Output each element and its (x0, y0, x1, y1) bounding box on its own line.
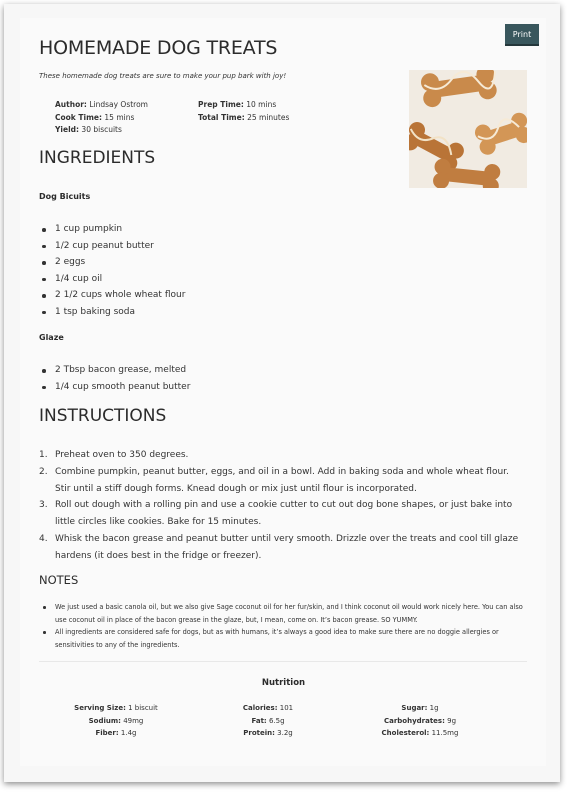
print-button[interactable]: Print (505, 24, 539, 46)
ingredient-group-label: Glaze (39, 333, 64, 342)
nutrition-fat: Fat: 6.5g (251, 716, 285, 725)
prep-time-line: Prep Time: 10 mins (198, 100, 277, 109)
ingredient-item: 1 tsp baking soda (39, 304, 185, 321)
note-item: All ingredients are considered safe for dogs, but as with humans, it’s always a good idea to make sure there are no doggie allergies or sensitivities to any of the ingredients. (39, 626, 525, 651)
nutrition-sodium: Sodium: 49mg (88, 716, 144, 725)
ingredient-item: 2 Tbsp bacon grease, melted (39, 362, 190, 379)
total-time-line: Total Time: 25 minutes (198, 112, 290, 122)
recipe-photo (409, 70, 527, 188)
notes-heading: NOTES (39, 573, 79, 587)
nutrition-column-2 (193, 702, 343, 740)
ingredient-list-biscuits (39, 221, 185, 320)
note-item: We just used a basic canola oil, but we also give Sage coconut oil for her fur/skin, and I think coconut oil would work nicely here. You can also use coconut oil in place of the bacon grease in the glaze, but, I mean, come on. It’s bacon grease. SO YUMMY. (39, 601, 525, 626)
instruction-step: 4. Whisk the bacon grease and peanut butter until very smooth. Drizzle over the treats and cool till glaze hardens (it does best in the fridge or freezer). (39, 533, 519, 561)
nutrition-column-3 (345, 702, 495, 740)
nutrition-fiber: Fiber: 1.4g (95, 729, 137, 737)
author-line: Author: Lindsay Ostrom (55, 100, 148, 109)
ingredient-item: 2 1/2 cups whole wheat flour (39, 287, 185, 304)
nutrition-calories: Calories: 101 (242, 704, 294, 712)
nutrition-cholesterol: Cholesterol: 11.5mg (381, 729, 459, 737)
prep-time: 10 mins (246, 100, 277, 109)
recipe-title: HOMEMADE DOG TREATS (39, 37, 278, 59)
yield-value: 30 biscuits (81, 125, 122, 134)
yield-line: Yield: 30 biscuits (55, 125, 122, 134)
author-name: Lindsay Ostrom (89, 100, 148, 109)
instruction-step: 1. Preheat oven to 350 degrees. (39, 450, 189, 460)
recipe-meta-right (198, 99, 289, 124)
notes-list (39, 601, 525, 651)
ingredient-item: 1/2 cup peanut butter (39, 238, 185, 255)
nutrition-serving-size: Serving Size: 1 biscuit (74, 704, 158, 712)
nutrition-protein: Protein: 3.2g (243, 729, 293, 737)
instructions-heading: INSTRUCTIONS (39, 406, 167, 426)
ingredients-heading: INGREDIENTS (39, 148, 156, 168)
ingredient-list-glaze (39, 362, 190, 395)
cook-time: 15 mins (104, 112, 135, 122)
recipe-summary: These homemade dog treats are sure to make your pup bark with joy! (39, 72, 287, 80)
ingredient-item: 1/4 cup smooth peanut butter (39, 379, 190, 396)
nutrition-carbohydrates: Carbohydrates: 9g (383, 716, 457, 725)
nutrition-column-1 (41, 702, 191, 740)
recipe-meta-left (55, 99, 148, 137)
ingredient-group-label: Dog Bicuits (39, 192, 91, 201)
divider (39, 661, 527, 662)
ingredient-item: 1/4 cup oil (39, 271, 185, 288)
cook-time-line: Cook Time: 15 mins (55, 112, 135, 122)
instruction-step: 2. Combine pumpkin, peanut butter, eggs, and oil in a bowl. Add in baking soda and whole wheat flour. Stir until a stiff dough forms. Knead dough or mix just until flour is incorporated. (39, 466, 509, 494)
nutrition-heading: Nutrition (261, 678, 306, 688)
instruction-list (39, 447, 525, 565)
instruction-step: 3. Roll out dough with a rolling pin and use a cookie cutter to cut out dog bone shapes, or just bake into little circles like cookies. Bake for 15 minutes. (39, 500, 513, 528)
total-time: 25 minutes (247, 112, 290, 122)
ingredient-item: 2 eggs (39, 254, 185, 271)
nutrition-sugar: Sugar: 1g (401, 704, 439, 712)
ingredient-item: 1 cup pumpkin (39, 221, 185, 238)
